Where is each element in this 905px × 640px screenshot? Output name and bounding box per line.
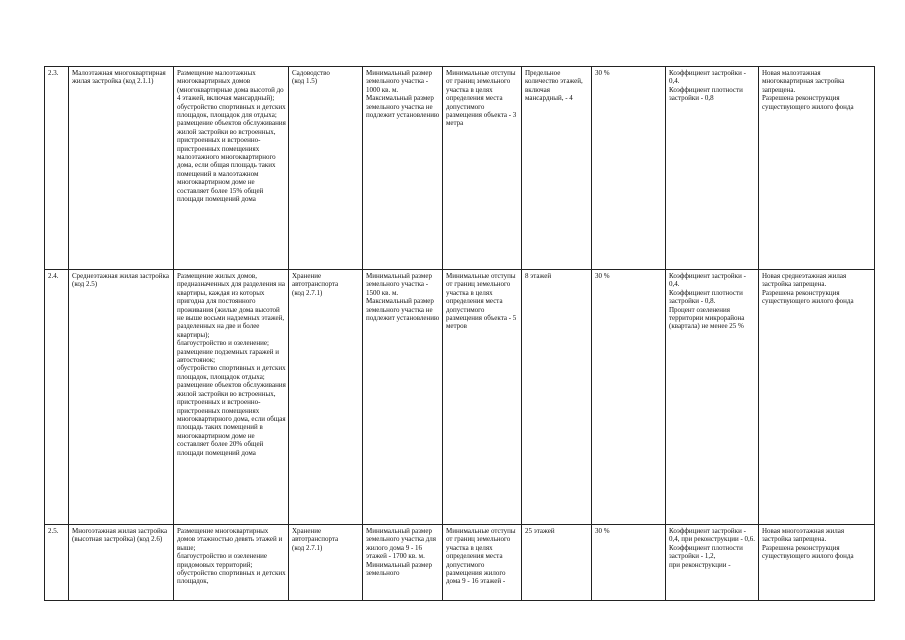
setback-cell: Минимальные отступы от границ земельного участка в целях определения места допустимого размещения жилого дома 9 - 16 этажей - xyxy=(443,525,522,601)
land-use-description-cell: Размещение многоквартирных домов этажностью девять этажей и выше; благоустройство и озеленение придомовых территорий; обустройство спортивных и детских площадок, xyxy=(174,525,289,601)
row-number-cell: 2.4. xyxy=(45,270,69,525)
zoning-regulations-table xyxy=(44,66,875,601)
land-use-name-cell: Многоэтажная жилая застройка (высотная застройка) (код 2.6) xyxy=(69,525,174,601)
auxiliary-use-cell: Хранение автотранспорта (код 2.7.1) xyxy=(289,270,363,525)
plot-size-cell: Минимальный размер земельного участка для жилого дома 9 - 16 этажей - 1700 кв. м. Минимальный размер земельного xyxy=(363,525,443,601)
row-number-cell: 2.3. xyxy=(45,67,69,270)
table-row xyxy=(45,525,875,601)
max-floors-cell: 8 этажей xyxy=(522,270,592,525)
notes-cell: Новая малоэтажная многоквартирная застройка запрещена. Разрешена реконструкция существующего жилого фонда xyxy=(759,67,875,270)
coefficients-cell: Коэффициент застройки - 0,4. Коэффициент плотности застройки - 0,8 xyxy=(666,67,759,270)
coverage-percent-cell: 30 % xyxy=(592,67,666,270)
plot-size-cell: Минимальный размер земельного участка - 1500 кв. м. Максимальный размер земельного участка не подлежит установлению xyxy=(363,270,443,525)
table-row xyxy=(45,270,875,525)
setback-cell: Минимальные отступы от границ земельного участка в целях определения места допустимого размещения объекта - 5 метров xyxy=(443,270,522,525)
coverage-percent-cell: 30 % xyxy=(592,525,666,601)
coverage-percent-cell: 30 % xyxy=(592,270,666,525)
plot-size-cell: Минимальный размер земельного участка - 1000 кв. м. Максимальный размер земельного участка не подлежит установлению xyxy=(363,67,443,270)
notes-cell: Новая среднеэтажная жилая застройка запрещена. Разрешена реконструкция существующего жилого фонда xyxy=(759,270,875,525)
auxiliary-use-cell: Садоводство (код 1.5) xyxy=(289,67,363,270)
land-use-description-cell: Размещение жилых домов, предназначенных для разделения на квартиры, каждая из которых пригодна для постоянного проживания (жилые дома высотой не выше восьми надземных этажей, разделенных на две и более квартиры); благоустройство и озеленение; размещение подземных гаражей и автостоянок; обустройство спортивных и детских площадок, площадок отдыха; размещение объектов обслуживания жилой застройки во встроенных, пристроенных и встроенно-пристроенных помещениях многоквартирного дома, если общая площадь таких помещений в многоквартирном доме не составляет более 20% общей площади помещений дома xyxy=(174,270,289,525)
setback-cell: Минимальные отступы от границ земельного участка в целях определения места допустимого размещения объекта - 3 метра xyxy=(443,67,522,270)
max-floors-cell: Предельное количество этажей, включая мансардный, - 4 xyxy=(522,67,592,270)
table-row xyxy=(45,67,875,270)
land-use-description-cell: Размещение малоэтажных многоквартирных домов (многоквартирные дома высотой до 4 этажей, включая мансардный); обустройство спортивных и детских площадок, площадок для отдыха; размещение объектов обслуживания жилой застройки во встроенных, пристроенных и встроенно-пристроенных помещениях малоэтажного многоквартирного дома, если общая площадь таких помещений в малоэтажном многоквартирном доме не составляет более 15% общей площади помещений дома xyxy=(174,67,289,270)
coefficients-cell: Коэффициент застройки - 0,4. Коэффициент плотности застройки - 0,8. Процент озеленения территории микрорайона (квартала) не менее 25 % xyxy=(666,270,759,525)
notes-cell: Новая многоэтажная жилая застройка запрещена. Разрешена реконструкция существующего жилого фонда xyxy=(759,525,875,601)
coefficients-cell: Коэффициент застройки - 0,4, при реконструкции - 0,6. Коэффициент плотности застройки - 1,2, при реконструкции - xyxy=(666,525,759,601)
row-number-cell: 2.5. xyxy=(45,525,69,601)
auxiliary-use-cell: Хранение автотранспорта (код 2.7.1) xyxy=(289,525,363,601)
max-floors-cell: 25 этажей xyxy=(522,525,592,601)
land-use-name-cell: Малоэтажная многоквартирная жилая застройка (код 2.1.1) xyxy=(69,67,174,270)
land-use-name-cell: Среднеэтажная жилая застройка (код 2.5) xyxy=(69,270,174,525)
